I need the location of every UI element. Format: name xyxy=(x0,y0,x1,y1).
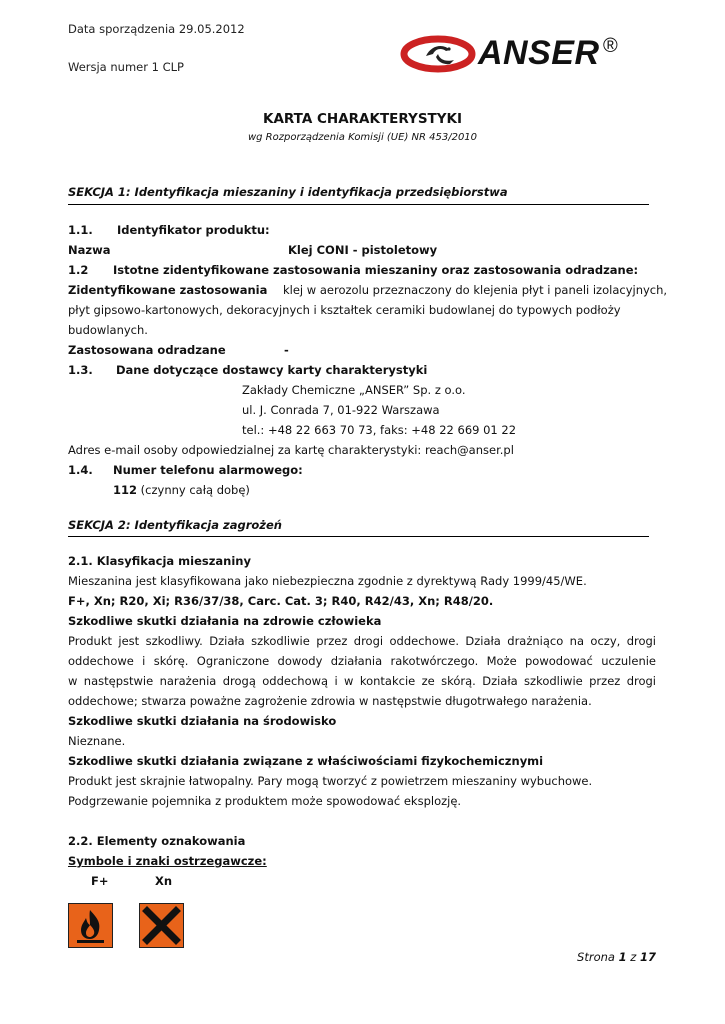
version-number: Wersja numer 1 CLP xyxy=(68,60,184,74)
s22-label: 2.2. Elementy oznakowania xyxy=(68,834,246,848)
anser-logo xyxy=(400,30,626,78)
document-subtitle: wg Rozporządzenia Komisji (UE) NR 453/2010 xyxy=(247,132,478,143)
cross-icon xyxy=(139,903,184,948)
page-number xyxy=(577,950,656,964)
health-heading: Szkodliwe skutki działania na zdrowie człowieka xyxy=(68,614,382,628)
s13-number: 1.3. xyxy=(68,363,93,377)
s12-number: 1.2 xyxy=(68,263,89,277)
env-text: Nieznane. xyxy=(68,734,126,748)
advised-against-value: - xyxy=(284,343,289,357)
logo-text: ANSER xyxy=(478,34,600,72)
section2-rule xyxy=(68,536,649,537)
name-label: Nazwa xyxy=(68,243,111,257)
bird-emblem-icon xyxy=(400,30,480,78)
uses-line-1: klej w aerozolu przeznaczony do klejenia płyt i paneli izolacyjnych, xyxy=(283,283,668,297)
page-separator: z xyxy=(626,950,640,964)
emergency-note: (czynny całą dobę) xyxy=(137,483,250,497)
registered-mark: ® xyxy=(603,35,618,57)
page-total: 17 xyxy=(639,950,656,964)
health-line-1: Produkt jest szkodliwy. Działa szkodliwie przez drogi oddechowe. Działa drażniąco na oczy, drogi xyxy=(68,634,656,648)
health-line-3: w następstwie narażenia drogą oddechową i w kontakcie ze skórą. Działa szkodliwie przez drogi xyxy=(68,674,656,688)
s12-label: Istotne zidentyfikowane zastosowania mieszaniny oraz zastosowania odradzane: xyxy=(113,263,639,277)
flame-icon xyxy=(68,903,113,948)
symbol-xn-label: Xn xyxy=(155,874,173,888)
document-title: KARTA CHARAKTERYSTYKI xyxy=(262,111,463,127)
phys-line-2: Podgrzewanie pojemnika z produktem może spowodować eksplozję. xyxy=(68,794,462,808)
section1-heading: SEKCJA 1: Identyfikacja mieszaniny i identyfikacja przedsiębiorstwa xyxy=(68,185,508,199)
uses-label: Zidentyfikowane zastosowania xyxy=(68,283,268,297)
s14-number: 1.4. xyxy=(68,463,93,477)
s14-label: Numer telefonu alarmowego: xyxy=(113,463,303,477)
symbols-heading: Symbole i znaki ostrzegawcze: xyxy=(68,854,267,868)
symbol-f-plus-label: F+ xyxy=(91,874,109,888)
s13-label: Dane dotyczące dostawcy karty charakterystyki xyxy=(116,363,428,377)
phys-line-1: Produkt jest skrajnie łatwopalny. Pary mogą tworzyć z powietrzem mieszaniny wybuchowe. xyxy=(68,774,593,788)
page-prefix: Strona xyxy=(577,950,619,964)
advised-against-label: Zastosowana odradzane xyxy=(68,343,226,357)
emergency-phone xyxy=(113,483,250,497)
health-line-2: oddechowe i skórę. Ograniczone dowody działania rakotwórczego. Może powodować uczulenie xyxy=(68,654,656,668)
product-name: Klej CONI - pistoletowy xyxy=(288,243,438,257)
s21-label: 2.1. Klasyfikacja mieszaniny xyxy=(68,554,251,568)
uses-line-2: płyt gipsowo-kartonowych, dekoracyjnych i kształtek ceramiki budowlanej do typowych podłoży xyxy=(68,303,621,317)
health-line-4: oddechowe; stwarza poważne zagrożenie zdrowia w następstwie długotrwałego narażenia. xyxy=(68,694,592,708)
supplier-address: ul. J. Conrada 7, 01-922 Warszawa xyxy=(242,403,440,417)
section2-heading: SEKCJA 2: Identyfikacja zagrożeń xyxy=(68,518,282,532)
supplier-phone: tel.: +48 22 663 70 73, faks: +48 22 669 01 22 xyxy=(242,423,517,437)
phys-heading: Szkodliwe skutki działania związane z właściwościami fizykochemicznymi xyxy=(68,754,544,768)
emergency-number: 112 xyxy=(113,483,138,497)
date-created: Data sporządzenia 29.05.2012 xyxy=(68,22,245,36)
env-heading: Szkodliwe skutki działania na środowisko xyxy=(68,714,337,728)
contact-email: Adres e-mail osoby odpowiedzialnej za kartę charakterystyki: reach@anser.pl xyxy=(68,443,514,457)
s11-label: Identyfikator produktu: xyxy=(117,223,270,237)
uses-line-3: budowlanych. xyxy=(68,323,148,337)
classification-codes: F+, Xn; R20, Xi; R36/37/38, Carc. Cat. 3; R40, R42/43, Xn; R48/20. xyxy=(68,594,494,608)
page-current: 1 xyxy=(618,950,627,964)
section1-rule xyxy=(68,204,649,205)
supplier-name: Zakłady Chemiczne „ANSER” Sp. z o.o. xyxy=(242,383,466,397)
s21-text: Mieszanina jest klasyfikowana jako niebezpieczna zgodnie z dyrektywą Rady 1999/45/WE. xyxy=(68,574,587,588)
s11-number: 1.1. xyxy=(68,223,93,237)
